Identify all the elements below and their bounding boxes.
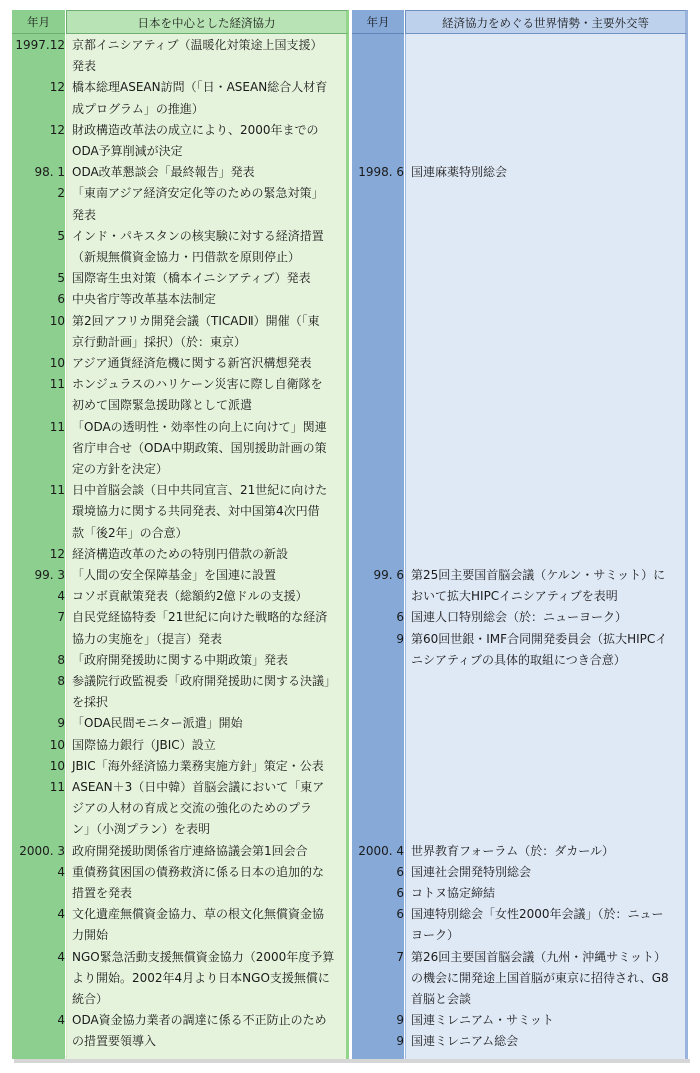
left-entry-text: 橋本総理ASEAN訪問（「日・ASEAN総合人材育 [72,80,328,95]
left-entry-text: 中央省庁等改革基本法制定 [72,292,217,307]
left-entry-text: 「ODAの透明性・効率性の向上に向けて」関連 [72,419,327,434]
left-entry-text: 措置を発表 [72,886,133,900]
left-entry-text: 発表 [72,59,97,74]
right-entry-text: の機会に開発途上国首脳が東京に招待され、G8 [411,970,669,985]
right-entry-date: 9 [396,1013,404,1028]
left-entry-date: 10 [49,313,65,328]
left-entry-text: ODA資金協力業者の調達に係る不正防止のため [72,1013,327,1028]
right-entry-date: 9 [396,631,404,646]
right-entry-text: ニシアティブの具体的取組につき合意） [411,652,626,667]
left-entry-date: 11 [49,483,65,498]
left-entry-date: 5 [57,271,65,286]
right-entry-text: ヨーク） [411,928,460,943]
left-entry-text: 環境協力に関する共同発表、対中国第4次円借 [72,504,320,519]
left-entry-text: ホンジュラスのハリケーン災害に際し自衛隊を [72,377,323,392]
left-entry-text: 京都イニシアティブ（温暖化対策途上国支援） [72,38,323,52]
left-entry-text: コソボ貢献策発表（総額約2億ドルの支援） [72,589,308,604]
left-entry-text: インド・パキスタンの核実験に対する経済措置 [72,228,324,243]
left-entry-text: 参議院行政監視委「政府開発援助に関する決議」 [72,674,337,688]
left-entry-text: 「東南アジア経済安定化等のための緊急対策」 [72,186,324,201]
left-entry-text: の措置要領導入 [72,1034,157,1049]
right-text-header: 経済協力をめぐる世界情勢・主要外交等 [405,10,688,34]
left-entry-date: 6 [57,292,65,307]
left-entry-text: 「ODA民間モニター派遣」開始 [72,716,243,731]
right-entry-text: 首脳と会談 [411,992,472,1006]
left-entry-date: 2000. 3 [19,843,65,858]
left-entry-text: 発表 [72,207,97,222]
left-entry-text: 政府開発援助関係省庁連絡協議会第1回会合 [72,843,308,858]
right-entry-text: 世界教育フォーラム（於：ダカール） [411,843,615,858]
left-entry-text: 款「後2年」の合意） [72,525,188,540]
right-entry-date: 2000. 4 [358,843,404,858]
left-entry-date: 4 [57,864,65,879]
left-entry-date: 10 [49,758,65,773]
left-entry-text: ODA改革懇談会「最終報告」発表 [72,165,255,180]
left-entry-text: ジアの人材の育成と交流の強化のためのプラ [72,801,313,816]
left-entry-text: 国際協力銀行（JBIC）設立 [72,737,216,752]
right-entry-text: 第26回主要国首脳会議（九州・沖縄サミット） [411,949,667,964]
left-entry-text: 日中首脳会談（日中共同宣言、21世紀に向けた [72,483,328,498]
right-entry-date: 6 [396,907,404,922]
left-entry-text: 経済構造改革のための特別円借款の新設 [72,546,289,561]
left-entry-text: 省庁申合せ（ODA中期政策、国別援助計画の策 [72,440,327,455]
right-entry-date: 6 [396,886,404,900]
left-entry-date: 12 [49,546,65,561]
right-entry-text: 国連社会開発特別総会 [411,864,532,879]
left-entry-text: 自民党経協特委「21世紀に向けた戦略的な経済 [72,610,328,625]
left-entry-text: 力開始 [72,928,109,943]
left-entry-date: 4 [57,949,65,964]
left-entry-text: 「政府開発援助に関する中期政策」発表 [72,652,289,667]
left-entry-date: 4 [57,907,65,922]
left-entry-date: 7 [57,610,65,625]
right-entry-text: 国連ミレニアム総会 [411,1034,519,1049]
right-entry-date: 7 [396,949,404,964]
right-entry-text: 国連特別総会「女性2000年会議」（於：ニュー [411,907,664,922]
left-entry-text: ASEAN＋3（日中韓）首脳会議において「東ア [72,780,325,794]
left-entry-date: 11 [49,377,65,392]
left-entry-text: 定の方針を決定） [72,462,169,476]
left-entry-date: 8 [57,652,65,667]
right-entry-text: おいて拡大HIPCイニシアティブを表明 [411,589,618,604]
left-entry-text: より開始。2002年4月より日本NGO支援無償に [72,970,330,985]
left-entry-text: NGO緊急活動支援無償資金協力（2000年度予算 [72,949,335,964]
left-entry-text: 第2回アフリカ開発会議（TICADⅡ）開催（「東 [72,313,320,328]
right-entry-text: 第25回主要国首脳会議（ケルン・サミット）に [411,568,666,582]
left-date-header: 年月 [12,10,65,34]
left-entry-date: 10 [49,356,65,370]
right-entry-date: 1998. 6 [358,165,404,180]
left-entry-date: 1997.12 [15,38,65,52]
left-entry-text: 統合） [72,992,109,1006]
right-entry-date: 6 [396,864,404,879]
left-entry-text: ン」（小渕プラン）を表明 [72,822,211,837]
left-entry-date: 11 [49,780,65,794]
left-entry-text: 財政構造改革法の成立により、2000年までの [72,122,319,137]
left-entry-text: 「人間の安全保障基金」を国連に設置 [72,568,277,582]
right-entry-date: 6 [396,610,404,625]
left-entry-text: 京行動計画」採択）（於：東京） [72,334,247,349]
left-entry-text: 文化遺産無償資金協力、草の根文化無償資金協 [72,907,325,922]
left-entry-text: 協力の実施を」（提言）発表 [72,631,223,646]
left-entry-date: 5 [57,228,65,243]
right-entry-text: 国連人口特別総会（於：ニューヨーク） [411,610,628,625]
left-entry-text: アジア通貨経済危機に関する新宮沢構想発表 [72,356,312,370]
left-entry-date: 98. 1 [34,165,65,180]
left-entry-text: 重債務貧困国の債務救済に係る日本の追加的な [72,864,325,879]
left-entry-text: 成プログラム」の推進） [72,101,204,116]
left-entry-date: 4 [57,1013,65,1028]
left-entry-date: 99. 3 [34,568,65,582]
left-entry-text: を採択 [72,695,109,710]
left-entry-date: 11 [49,419,65,434]
right-entry-text: 第60回世銀・IMF合同開発委員会（拡大HIPCイ [411,631,668,646]
left-entry-date: 4 [57,589,65,604]
right-entry-text: コトヌ協定締結 [411,886,496,900]
left-entry-text: ODA予算削減が決定 [72,144,183,158]
left-entry-text: （新規無償資金協力・円借款を原則停止） [72,250,301,264]
table-shadow [14,1059,690,1063]
right-entry-text: 国連麻薬特別総会 [411,165,508,180]
left-text-header: 日本を中心とした経済協力 [66,10,349,34]
left-entry-text: 国際寄生虫対策（橋本イニシアティブ）発表 [72,271,311,286]
right-entry-date: 99. 6 [373,568,404,582]
left-entry-date: 12 [49,122,65,137]
left-entry-text: JBIC「海外経済協力業務実施方針」策定・公表 [72,758,324,773]
left-entry-text: 初めて国際緊急援助隊として派遣 [72,398,253,413]
left-entry-date: 9 [57,716,65,731]
left-entry-date: 10 [49,737,65,752]
right-entry-date: 9 [396,1034,404,1049]
right-entry-text: 国連ミレニアム・サミット [411,1013,554,1028]
right-date-header: 年月 [352,10,404,34]
left-entry-date: 8 [57,674,65,688]
left-entry-date: 2 [57,186,65,201]
left-entry-date: 12 [49,80,65,95]
